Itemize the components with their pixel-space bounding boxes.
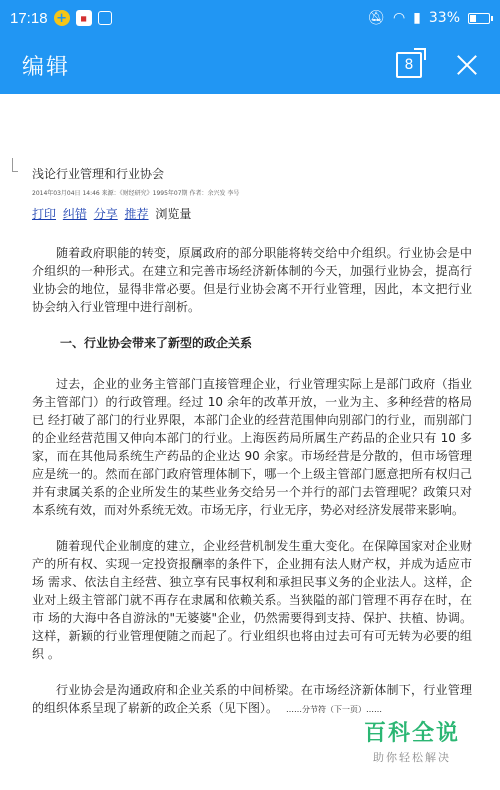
battery-percent: 33% — [428, 10, 460, 26]
status-bar — [0, 0, 500, 36]
paragraph-2: 随着现代企业制度的建立，企业经营机制发生重大变化。在保障国家对企业财产的所有权、实现一定投资报酬率的条件下，企业拥有法人财产权，并成为适应市场 需求、依法自主经营、独立享有民事权利和承担民事义务的企业法人。这样，企业对上级主管部门就不再存在隶属和依赖关系。当狭隘的部门管理不再存在时，在市 场的大海中各自游泳的"无婆婆"企业，仍然需要得到支持、保护、扶植、协调。这样，新颖的行业管理便随之而起了。行业组织也将由过去可有可无转为必要的组 织 。 — [32, 539, 472, 661]
section-break: ……分节符（下一页）…… — [286, 705, 383, 714]
notification-app-icon: ◼ — [76, 10, 92, 26]
tab-count: 8 — [404, 57, 414, 73]
clock: 17:18 — [10, 9, 48, 27]
article-meta: 2014年03月04日 14:46 来源：《财经研究》1995年07期 作者：余兴发 李号 — [32, 190, 240, 197]
page-title: 编辑 — [22, 54, 71, 80]
mute-icon: 🔕︎ — [367, 10, 385, 26]
watermark-sub: 助你轻松解决 — [372, 751, 451, 764]
share-link[interactable]: 分享 — [93, 207, 118, 221]
watermark-logo — [364, 716, 460, 765]
tabs-button[interactable] — [396, 52, 422, 78]
paragraph-intro: 随着政府职能的转变，原属政府的部分职能将转交给中介组织。行业协会是中介组织的一种形式。在建立和完善市场经济新体制的今天，加强行业协会，提高行业协会的地位，显得非常必要。但是行业协会离不开行业管理，因此，本文把行业协会纳入行业管理中进行剖析。 — [32, 246, 472, 314]
signal-icon: ▮ — [413, 10, 421, 26]
paragraph-3 — [32, 681, 472, 719]
paragraph-1: 过去，企业的业务主管部门直接管理企业，行业管理实际上是部门政府（指业务主管部门）的行政管理。经过 10 余年的改革开放，一业为主、多种经营的格局已 经打破了部门的行业界限，本部门企业的经营范围伸向别部门的行业，而别部门的企业经营范围又伸向本部门的行业。上海医药局所属生产药品的企业只有 10 多家，而在其他局系统生产药品的企业达 90 余家。市场经营是分散的，但市场管理应是统一的。然而在部门政府管理体制下，哪一个上级主管部门愿意把所有权归己 并有隶属关系的企业所发生的某些业务交给另一个并行的部门去管理呢？政策只对本系统有效，而对外系统无效。市场无序，行业无序，势必对经济发展带来影响。 — [32, 377, 472, 517]
battery-icon — [468, 13, 490, 24]
top-toolbar — [0, 36, 500, 94]
watermark-main: 百科全说 — [363, 721, 460, 746]
document-corner-mark — [12, 158, 18, 172]
correct-link[interactable]: 纠错 — [62, 207, 87, 221]
document-body — [32, 165, 472, 737]
paragraph-3-text: 行业协会是沟通政府和企业关系的中间桥梁。在市场经济新体制下，行业管理的组织体系呈现了崭新的政企关系（见下图）。 — [32, 683, 472, 715]
notification-add-icon: + — [54, 10, 70, 26]
recommend-link[interactable]: 推荐 — [124, 207, 149, 221]
article-title: 浅论行业管理和行业协会 — [32, 167, 165, 181]
notification-scan-icon — [98, 11, 112, 25]
views-label: 浏览量 — [155, 207, 192, 221]
wifi-icon: ◠ — [392, 10, 406, 26]
close-icon[interactable] — [456, 54, 478, 76]
print-link[interactable]: 打印 — [32, 207, 57, 221]
article-actions — [32, 205, 472, 222]
section-heading: 一、行业协会带来了新型的政企关系 — [60, 336, 253, 350]
